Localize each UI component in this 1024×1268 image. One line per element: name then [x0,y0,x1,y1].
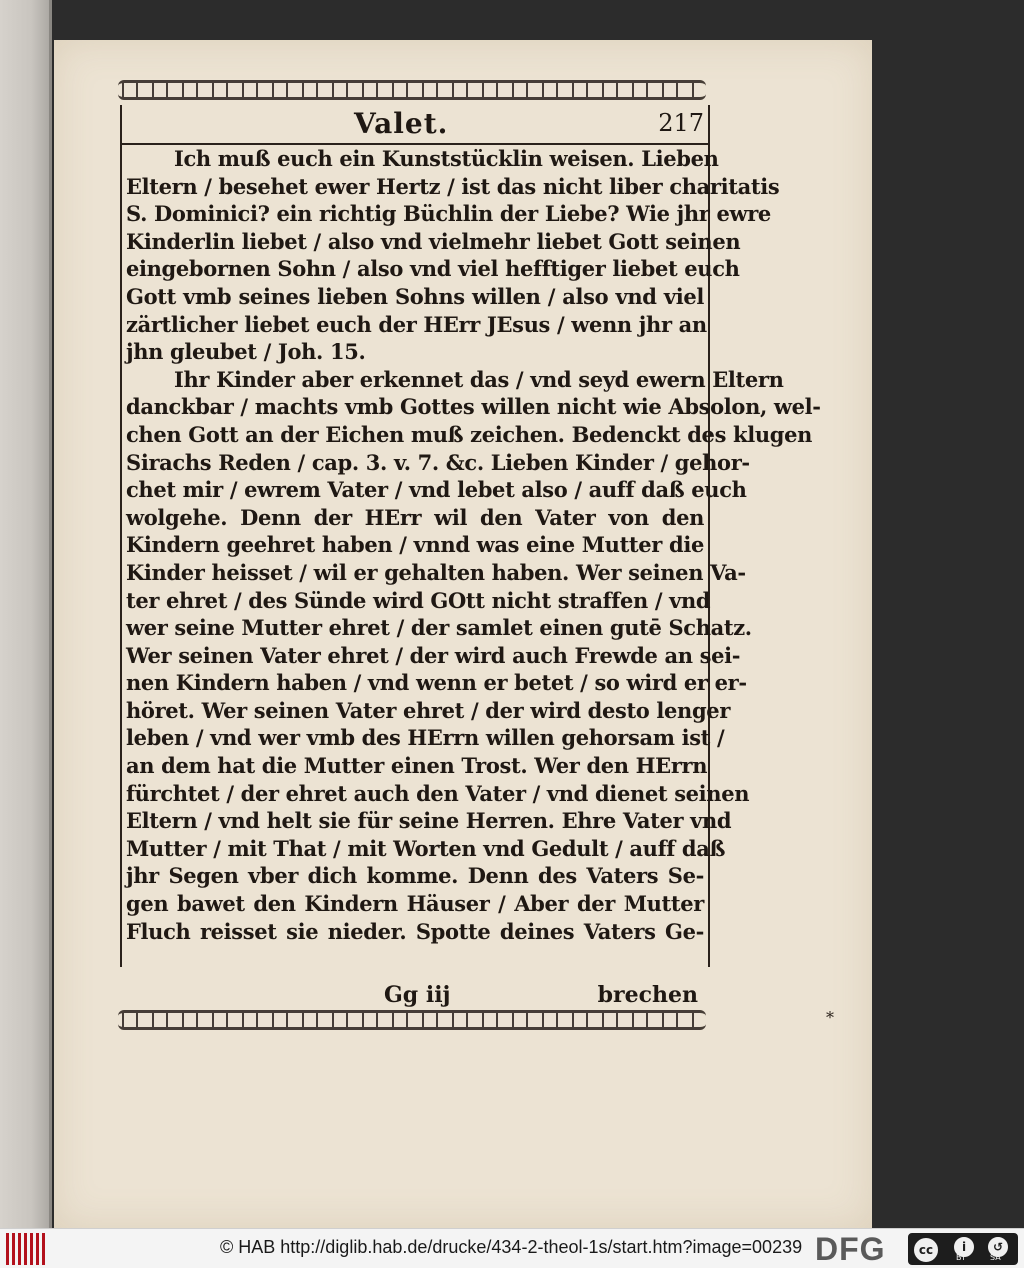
text-line: Wer seinen Vater ehret / der wird auch Frewde an sei- [126,642,741,668]
page-body-text [126,145,821,945]
text-line: nen Kindern haben / vnd wenn er betet / so wird er er- [126,670,747,696]
text-line: jhn gleubet / Joh. 15. [126,339,366,365]
page-number: 217 [658,109,704,137]
adjacent-page-edge [0,0,52,1228]
bottom-ornament-border [118,1010,706,1030]
copyright-link[interactable]: © HAB http://diglib.hab.de/drucke/434-2-theol-1s/start.htm?image=00239 [220,1237,803,1257]
text-line: Gott vmb seines lieben Sohns willen / also vnd viel [126,283,704,309]
text-line: Ich muß euch ein Kunststücklin weisen. Lieben [174,146,719,171]
text-line: fürchtet / der ehret auch den Vater / vnd dienet seinen [126,780,750,806]
attribution-icon: i [952,1235,976,1259]
text-line: eingebornen Sohn / also vnd viel hefftiger liebet euch [126,256,740,282]
text-block [120,105,821,967]
text-line: jhr Segen vber dich komme. Denn des Vaters Se- [126,863,704,889]
text-line: Ihr Kinder aber erkennet das / vnd seyd ewern Eltern [174,366,784,392]
text-line: höret. Wer seinen Vater ehret / der wird desto lenger [126,697,731,723]
text-line: Fluch reisset sie nieder. Spotte deines Vaters Ge- [126,918,704,944]
text-line: Eltern / besehet ewer Hertz / ist das nicht liber charitatis [126,173,780,199]
cc-icon: cc [912,1236,940,1264]
share-alike-icon: ↺ [986,1235,1010,1259]
top-ornament-border [118,80,706,100]
text-line: leben / vnd wer vmb des HErrn willen gehorsam ist / [126,725,725,751]
text-line: S. Dominici? ein richtig Büchlin der Liebe? Wie jhr ewre [126,201,771,227]
text-line: chet mir / ewrem Vater / vnd lebet also / auff daß euch [126,477,747,503]
text-line: Mutter / mit That / mit Worten vnd Gedult / auff daß [126,835,726,861]
text-line: gen bawet den Kindern Häuser / Aber der Mutter [126,891,704,917]
text-line: ter ehret / des Sünde wird GOtt nicht straffen / vnd [126,587,711,613]
text-line: Kinder heisset / wil er gehalten haben. Wer seinen Va- [126,559,746,585]
text-line: Kinderlin liebet / also vnd vielmehr liebet Gott seinen [126,228,741,254]
text-line: Kindern geehret haben / vnnd was eine Mutter die [126,532,704,558]
dfg-logo: DFG [815,1231,886,1267]
page-footer [120,982,706,1006]
text-line: wolgehe. Denn der HErr wil den Vater von den [126,504,704,530]
cc-sa-label: SA [990,1253,1001,1262]
cc-by-label: BY [956,1253,966,1262]
text-line: an dem hat die Mutter einen Trost. Wer den HErrn [126,753,708,779]
running-title: Valet. [354,107,449,140]
text-line: chen Gott an der Eichen muß zeichen. Bedenckt des klugen [126,421,813,447]
text-line: wer seine Mutter ehret / der samlet einen gutē Schatz. [126,615,752,641]
catchword: brechen [597,982,698,1008]
text-line: danckbar / machts vmb Gottes willen nicht wie Absolon, wel- [126,394,821,420]
text-line: Sirachs Reden / cap. 3. v. 7. &c. Lieben Kinder / gehor- [126,449,750,475]
cc-license-badge[interactable] [908,1233,1018,1265]
page-header [122,105,708,145]
viewer-footer-bar [0,1228,1024,1268]
text-line: Eltern / vnd helt sie für seine Herren. Ehre Vater vnd [126,808,732,834]
signature-mark: Gg iij [384,982,451,1008]
hab-logo-icon [6,1233,48,1265]
text-line: zärtlicher liebet euch der HErr JEsus / wenn jhr an [126,311,707,337]
margin-mark: * [826,1008,834,1027]
